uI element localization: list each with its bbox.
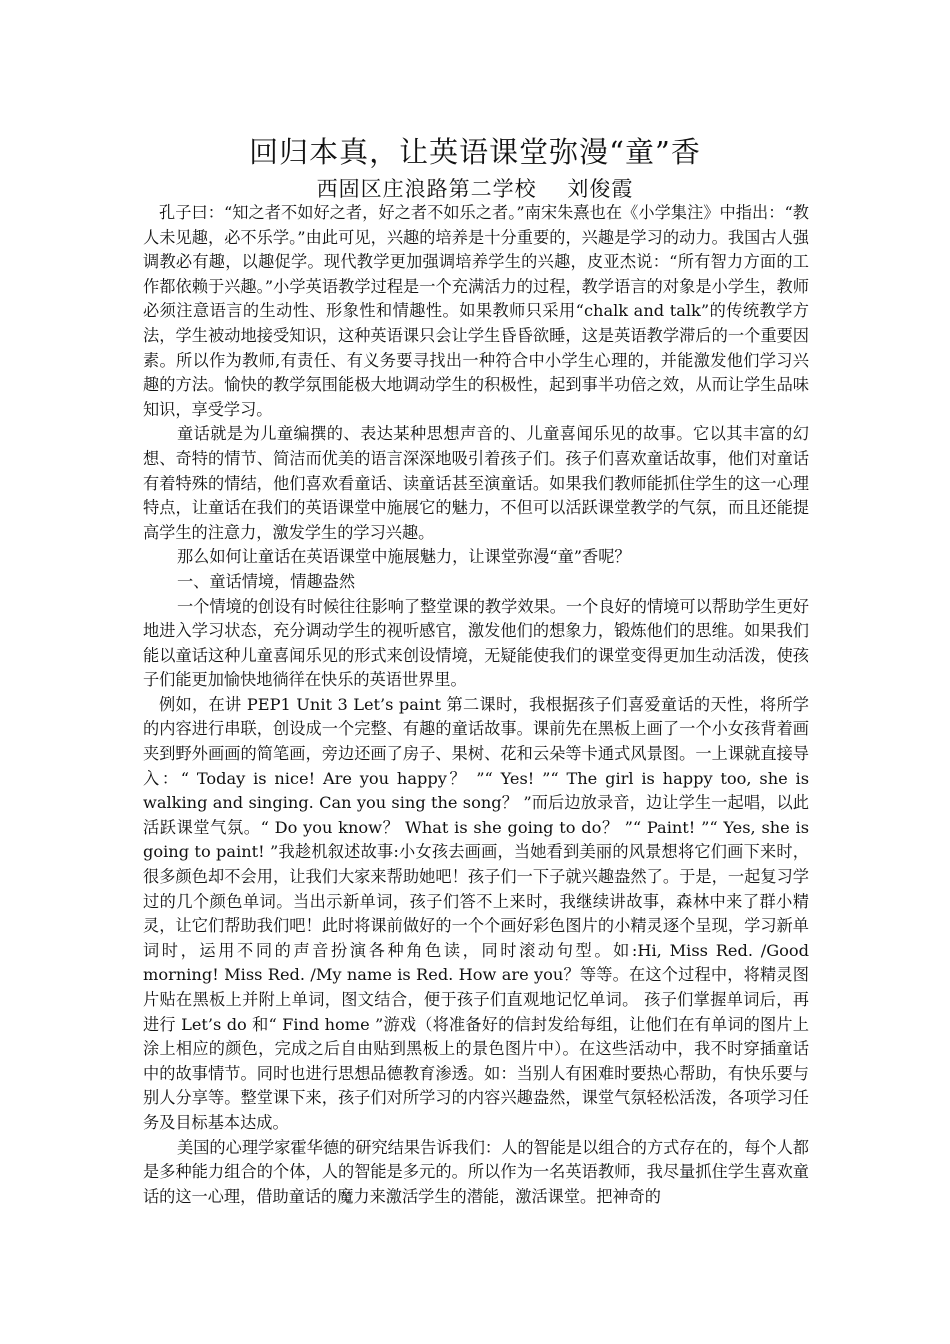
section-heading: 一、童话情境，情趣盎然	[177, 571, 356, 591]
paragraph: 那么如何让童话在英语课堂中施展魅力，让课堂弥漫“童”香呢？	[177, 547, 631, 567]
paragraph: 一个情境的创设有时候往往影响了整堂课的教学效果。一个良好的情境可以帮助学生更好地进入学习状态，充分调动学生的视听感官，激发他们的想象力，锻炼他们的思维。如果我们能以童话这种儿童喜闻乐见的形式来创设情境，无疑能使我们的课堂变得更加生动活泼，使孩子们能更加愉快地徜徉在快乐的英语世界里。	[143, 596, 809, 690]
document-title: 回归本真，让英语课堂弥漫“童”香	[249, 135, 701, 169]
paragraph: 例如，在讲 PEP1 Unit 3 Let’s paint 第二课时，我根据孩子们喜爱童话的天性，将所学的内容进行串联，创设成一个完整、有趣的童话故事。课前先在黑板上画了一个小女孩背着画夹到野外画画的简笔画，旁边还画了房子、果树、花和云朵等卡通式风景图。一上课就直接导入：“ Today is nice! Are you happy？ ”“ Yes! ”“ The girl is happy too, she is walking and singing. Can you sing the song？ ”而后边放录音，边让学生一起唱，以此活跃课堂气氛。“ Do you know？ What is she going to do？ ”“ Paint! ”“ Yes, she is going to paint! ”我趁机叙述故事:小女孩去画画，当她看到美丽的风景想将它们画下来时，很多颜色却不会用，让我们大家来帮助她吧！孩子们一下子就兴趣盎然了。于是，一起复习学过的几个颜色单词。当出示新单词，孩子们答不上来时，我继续讲故事，森林中来了群小精灵，让它们帮助我们吧！此时将课前做好的一个个画好彩色图片的小精灵逐个呈现，学习新单词时，运用不同的声音扮演各种角色读，同时滚动句型。如:Hi, Miss Red. /Good morning! Miss Red. /My name is Red. How are you？等等。在这个过程中，将精灵图片贴在黑板上并附上单词，图文结合，便于孩子们直观地记忆单词。 孩子们掌握单词后，再进行 Let’s do 和“ Find home ”游戏（将准备好的信封发给每组，让他们在有单词的图片上涂上相应的颜色，完成之后自由贴到黑板上的景色图片中）。在这些活动中，我不时穿插童话中的故事情节。同时也进行思想品德教育渗透。如：当别人有困难时要热心帮助，有快乐要与别人分享等。整堂课下来，孩子们对所学习的内容兴趣盎然，课堂气氛轻松活泼，各项学习任务及目标基本达成。	[143, 694, 809, 1132]
document-body	[143, 201, 809, 1209]
paragraph: 美国的心理学家霍华德的研究结果告诉我们：人的智能是以组合的方式存在的，每个人都是多种能力组合的个体，人的智能是多元的。所以作为一名英语教师，我尽量抓住学生喜欢童话的这一心理，借助童话的魔力来激活学生的潜能，激活课堂。把神奇的	[143, 1137, 809, 1206]
author-line: 西固区庄浪路第二学校 刘俊霞	[316, 177, 634, 201]
paragraph: 孔子曰：“知之者不如好之者，好之者不如乐之者。”南宋朱熹也在《小学集注》中指出：“教人未见趣，必不乐学。”由此可见，兴趣的培养是十分重要的，兴趣是学习的动力。我国古人强调教必有趣，以趣促学。现代教学更加强调培养学生的兴趣，皮亚杰说：“所有智力方面的工作都依赖于兴趣。”小学英语教学过程是一个充满活力的过程，教学语言的对象是小学生，教师必须注意语言的生动性、形象性和情趣性。如果教师只采用“chalk and talk”的传统教学方法，学生被动地接受知识，这种英语课只会让学生昏昏欲睡，这是英语教学滞后的一个重要因素。所以作为教师,有责任、有义务要寻找出一种符合中小学生心理的，并能激发他们学习兴趣的方法。愉快的教学氛围能极大地调动学生的积极性，起到事半功倍之效，从而让学生品味知识，享受学习。	[143, 203, 809, 419]
paragraph: 童话就是为儿童编撰的、表达某种思想声音的、儿童喜闻乐见的故事。它以其丰富的幻想、奇特的情节、简洁而优美的语言深深地吸引着孩子们。孩子们喜欢童话故事，他们对童话有着特殊的情结，他们喜欢看童话、读童话甚至演童话。如果我们教师能抓住学生的这一心理特点，让童话在我们的英语课堂中施展它的魅力，不但可以活跃课堂教学的气氛，而且还能提高学生的注意力，激发学生的学习兴趣。	[143, 424, 809, 542]
